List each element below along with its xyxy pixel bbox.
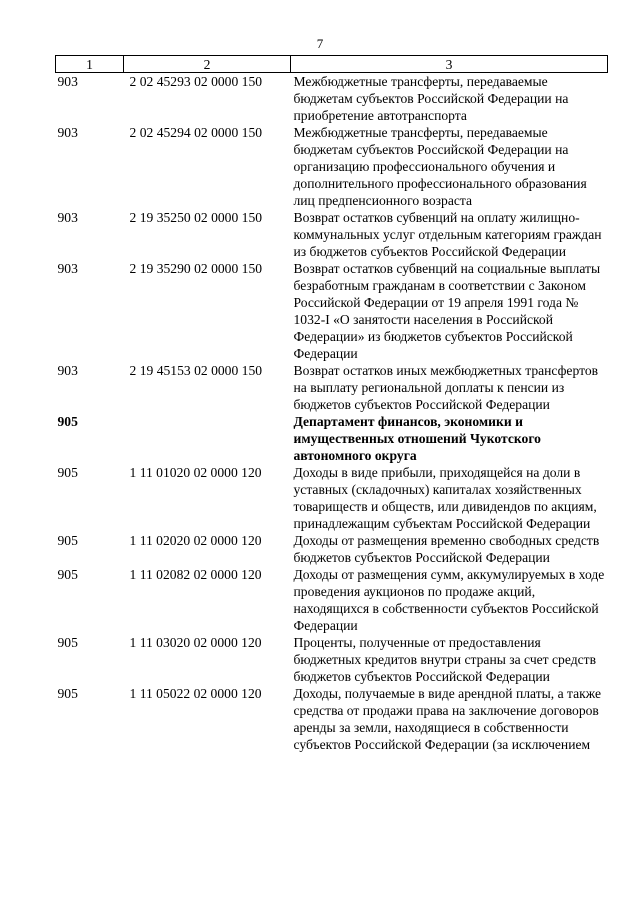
table-row [56,634,608,685]
budget-code-cell: 2 19 45153 02 0000 150 [129,363,263,378]
table-header-row [56,56,608,73]
admin-code-cell: 905 [57,635,78,650]
description-cell: Доходы от размещения сумм, аккумулируемых в ходе проведения аукционов по продаже акций, находящихся в собственности субъектов Российской Федерации [293,567,605,633]
budget-code-cell: 1 11 02082 02 0000 120 [129,567,262,582]
revenue-codes-table [55,55,608,753]
table-row [56,464,608,532]
budget-code-cell: 1 11 05022 02 0000 120 [129,686,262,701]
admin-code-cell: 905 [57,414,78,429]
description-cell: Доходы от размещения временно свободных средств бюджетов субъектов Российской Федерации [293,533,600,565]
table-row [56,362,608,413]
description-cell: Межбюджетные трансферты, передаваемые бюджетам субъектов Российской Федерации на приобретение автотранспорта [293,74,569,123]
page-number: 7 [316,36,324,51]
table-row [56,532,608,566]
description-cell: Возврат остатков субвенций на социальные выплаты безработным гражданам в соответствии с Законом Российской Федерации от 19 апреля 1991 года № 1032-I «О занятости населения в Российской Федерации» из бюджетов субъектов Российской Федерации [293,261,601,361]
admin-code-cell: 905 [57,567,78,582]
table-header [56,56,608,73]
budget-code-cell: 2 02 45293 02 0000 150 [129,74,263,89]
table-row [56,209,608,260]
description-cell: Возврат остатков иных межбюджетных трансфертов на выплату региональной доплаты к пенсии из бюджетов субъектов Российской Федерации [293,363,599,412]
admin-code-cell: 905 [57,686,78,701]
admin-code-cell: 905 [57,465,78,480]
table-section-row [56,413,608,464]
admin-code-cell: 903 [57,363,78,378]
table-row [56,124,608,209]
budget-code-cell [124,413,291,464]
budget-code-cell: 1 11 02020 02 0000 120 [129,533,262,548]
description-cell: Доходы, получаемые в виде арендной платы, а также средства от продажи права на заключение договоров аренды за земли, находящиеся в собственности субъектов Российской Федерации (за исключением [293,686,601,752]
description-cell: Возврат остатков субвенций на оплату жилищно-коммунальных услуг отдельным категориям граждан из бюджетов субъектов Российской Федерации [293,210,602,259]
table-row [56,685,608,753]
budget-code-cell: 2 02 45294 02 0000 150 [129,125,263,140]
table-body [56,73,608,754]
header-column-3: 3 [291,56,608,73]
admin-code-cell: 905 [57,533,78,548]
header-column-2: 2 [124,56,291,73]
header-column-1: 1 [56,56,124,73]
description-cell: Доходы в виде прибыли, приходящейся на доли в уставных (складочных) капиталах хозяйственных товариществ и обществ, или дивидендов по акциям, принадлежащим субъектам Российской Федерации [293,465,597,531]
admin-code-cell: 903 [57,210,78,225]
budget-code-cell: 1 11 03020 02 0000 120 [129,635,262,650]
admin-code-cell: 903 [57,125,78,140]
table-row [56,73,608,125]
description-cell: Межбюджетные трансферты, передаваемые бюджетам субъектов Российской Федерации на организацию профессионального обучения и дополнительного профессионального образования лиц предпенсионного возраста [293,125,587,208]
budget-code-cell: 1 11 01020 02 0000 120 [129,465,262,480]
admin-code-cell: 903 [57,261,78,276]
table-row [56,566,608,634]
administrator-name-cell: Департамент финансов, экономики и имущественных отношений Чукотского автономного округа [293,414,541,463]
budget-code-cell: 2 19 35290 02 0000 150 [129,261,263,276]
table-row [56,260,608,362]
description-cell: Проценты, полученные от предоставления бюджетных кредитов внутри страны за счет средств бюджетов субъектов Российской Федерации [293,635,597,684]
admin-code-cell: 903 [57,74,78,89]
budget-code-cell: 2 19 35250 02 0000 150 [129,210,263,225]
